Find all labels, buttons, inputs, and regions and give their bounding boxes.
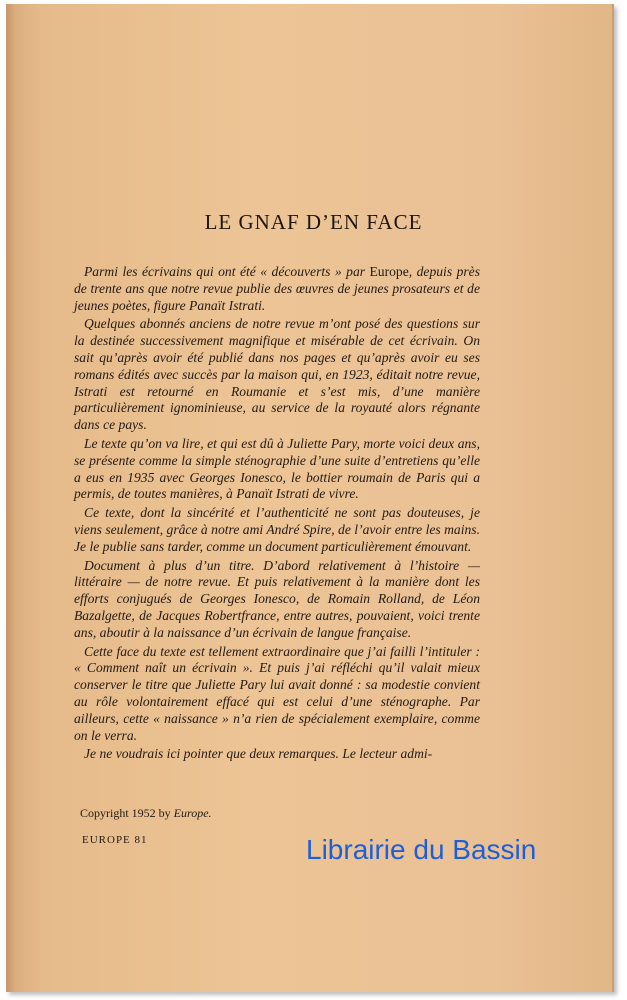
paragraph-1: Parmi les écrivains qui ont été « découverts » par Europe, depuis près de trente ans que notre revue publie des œuvres de jeunes prosateurs et de jeunes poètes, figure Panaït Istrati. — [74, 264, 480, 313]
copyright-line: Copyright 1952 by Europe. — [80, 806, 212, 820]
page-edge — [6, 4, 16, 992]
paragraph-7: Je ne voudrais ici pointer que deux remarques. Le lecteur admi- — [84, 746, 433, 762]
paragraph-2: Quelques abonnés anciens de notre revue m’ont posé des questions sur la destinée successivement magnifique et misérable de cet écrivain. On sait qu’après avoir été publié dans nos pages et qu’après avoir eu ses romans édités avec succès par la maison qui, en 1923, éditait notre revue, Istrati est retourné en Roumanie et s’est mis, d’une manière particulièrement ignominieuse, au service de la royauté alors régnante dans ce pays. — [74, 316, 480, 433]
journal-name: Europe — [369, 264, 409, 279]
paragraph-4: Ce texte, dont la sincérité et l’authenticité ne sont pas douteuses, je viens seulement, grâce à notre ami André Spire, de l’avoir entre les mains. Je le publie sans tarder, comme un document particulièrement émouvant. — [74, 505, 480, 554]
page-title: LE GNAF D’EN FACE — [204, 210, 423, 234]
paragraph-5: Document à plus d’un titre. D’abord relativement à l’histoire — littéraire — de notre revue. Et puis relativement à la manière dont les efforts conjugués de Georges Ionesco, de Romain Rolland, de Léon Bazalgette, de Jacques Robertfrance, entre autres, pouvaient, voici trente ans, aboutir à la naissance d’un écrivain de langue française. — [74, 557, 480, 640]
watermark-text: Librairie du Bassin — [306, 834, 537, 865]
body-text — [74, 264, 480, 765]
paragraph-3: Le texte qu’on va lire, et qui est dû à Juliette Pary, morte voici deux ans, se présente comme la simple sténographie d’une suite d’entretiens qu’elle a eus en 1935 avec Georges Ionesco, le bottier roumain de Paris qui a permis, de toutes manières, à Panaït Istrati de vivre. — [74, 435, 480, 502]
paragraph-6: Cette face du texte est tellement extraordinaire que j’ai failli l’intituler : « Comment naît un écrivain ». Et puis j’ai réfléchi qu’il valait mieux conserver le titre que Juliette Pary lui avait donné : sa modestie convient au rôle volontairement effacé qui est celui d’une sténographe. Par ailleurs, cette « naissance » n’a rien de spécialement exemplaire, comme on le verra. — [74, 643, 480, 743]
page-footer: EUROPE 81 — [82, 834, 148, 846]
